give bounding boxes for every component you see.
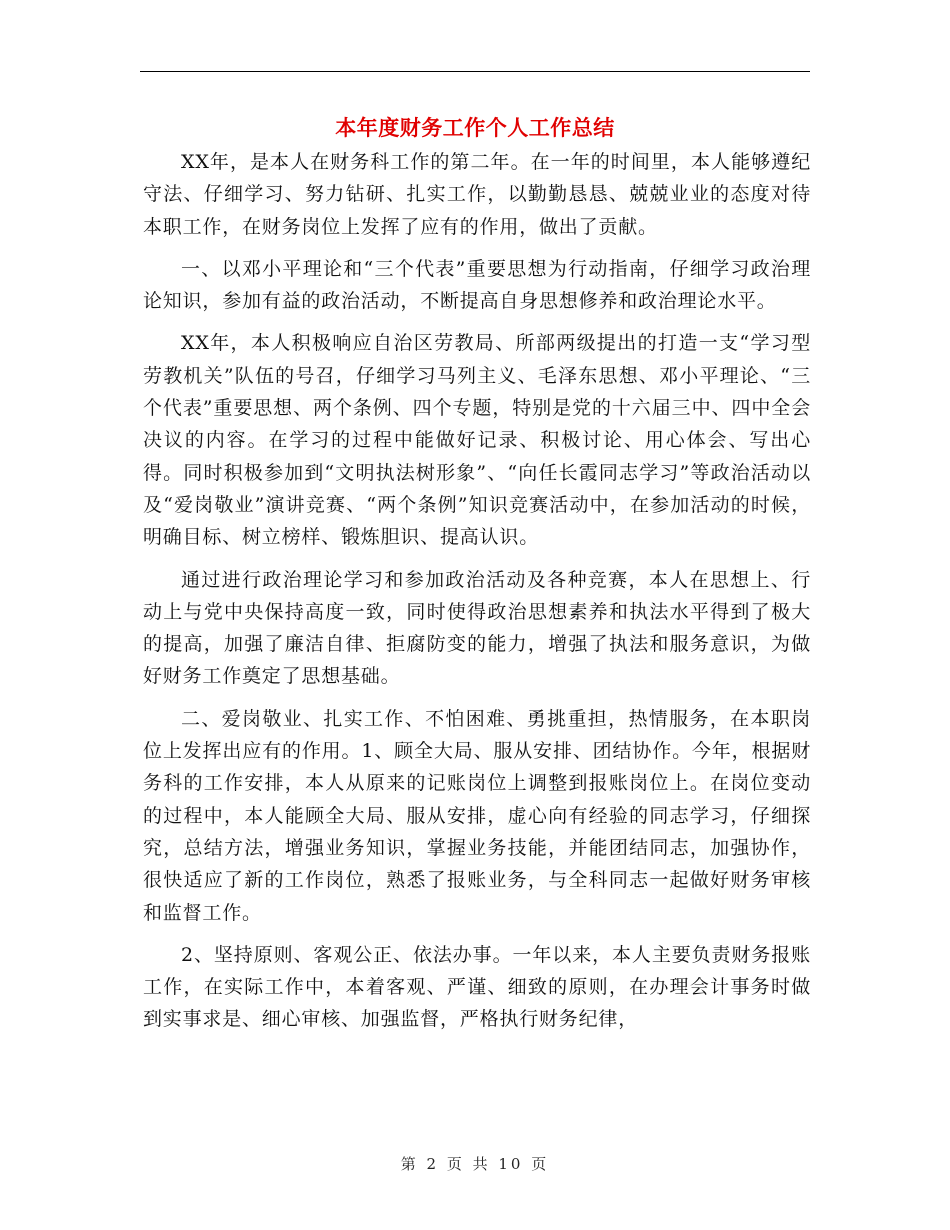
document-body <box>143 146 811 1046</box>
paragraph: 通过进行政治理论学习和参加政治活动及各种竞赛，本人在思想上、行动上与党中央保持高度一致，同时使得政治思想素养和执法水平得到了极大的提高，加强了廉洁自律、拒腐防变的能力，增强了执法和服务意识，为做好财务工作奠定了思想基础。 <box>143 568 811 688</box>
header-rule <box>140 71 810 72</box>
paragraph: XX年，是本人在财务科工作的第二年。在一年的时间里，本人能够遵纪守法、仔细学习、努力钻研、扎实工作，以勤勤恳恳、兢兢业业的态度对待本职工作，在财务岗位上发挥了应有的作用，做出了贡献。 <box>143 151 811 238</box>
page-number: 第 2 页 共 10 页 <box>400 1155 550 1173</box>
paragraph: 一、以邓小平理论和“三个代表”重要思想为行动指南，仔细学习政治理论知识，参加有益的政治活动，不断提高自身思想修养和政治理论水平。 <box>143 257 811 313</box>
paragraph: XX年，本人积极响应自治区劳教局、所部两级提出的打造一支“学习型劳教机关”队伍的号召，仔细学习马列主义、毛泽东思想、邓小平理论、“三个代表”重要思想、两个条例、四个专题，特别是党的十六届三中、四中全会决议的内容。在学习的过程中能做好记录、积极讨论、用心体会、写出心得。同时积极参加到“文明执法树形象”、“向任长霞同志学习”等政治活动以及“爱岗敬业”演讲竞赛、“两个条例”知识竞赛活动中，在参加活动的时候，明确目标、树立榜样、锻炼胆识、提高认识。 <box>143 332 811 549</box>
paragraph: 二、爱岗敬业、扎实工作、不怕困难、勇挑重担，热情服务，在本职岗位上发挥出应有的作用。1、顾全大局、服从安排、团结协作。今年，根据财务科的工作安排，本人从原来的记账岗位上调整到报账岗位上。在岗位变动的过程中，本人能顾全大局、服从安排，虚心向有经验的同志学习，仔细探究，总结方法，增强业务知识，掌握业务技能，并能团结同志，加强协作，很快适应了新的工作岗位，熟悉了报账业务，与全科同志一起做好财务审核和监督工作。 <box>143 707 811 924</box>
paragraph: 2、坚持原则、客观公正、依法办事。一年以来，本人主要负责财务报账工作，在实际工作中，本着客观、严谨、细致的原则，在办理会计事务时做到实事求是、细心审核、加强监督，严格执行财务纪律， <box>143 943 811 1031</box>
document-title: 本年度财务工作个人工作总结 <box>335 115 615 140</box>
